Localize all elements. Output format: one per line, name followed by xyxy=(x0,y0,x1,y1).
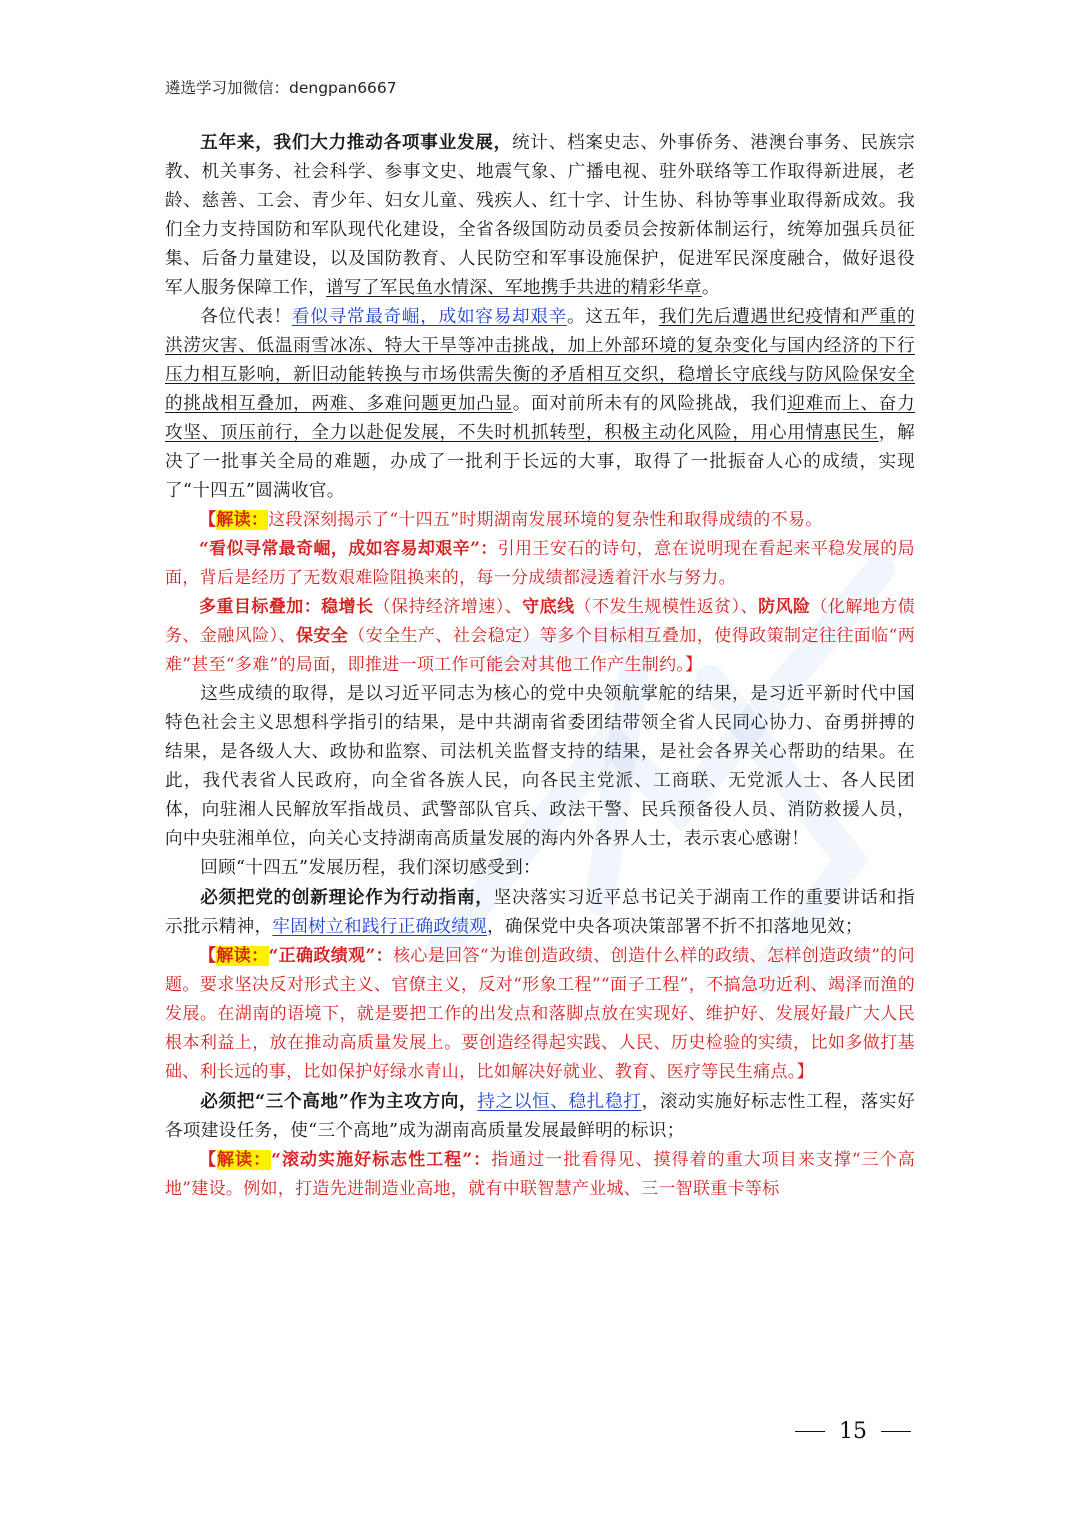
annotation-text: （化解地方债务、金融风险）、 xyxy=(165,597,916,646)
paragraph-text: ，解决了一批事关全局的难题，办成了一批利于长远的大事，取得了一批振奋人心的成绩，实现了“十四五”圆满收官。 xyxy=(165,423,915,501)
paragraph-text: ，确保党中央各项决策部署不折不扣落地见效； xyxy=(487,917,863,937)
annotation-text: （安全生产、社会稳定）等多个目标相互叠加，使得政策制定往往面临“两难”甚至“多难”的局面，即推进一项工作可能会对其他工作产生制约。】 xyxy=(165,626,916,675)
annotation-3 xyxy=(165,593,915,680)
paragraph-text: 各位代表！ xyxy=(200,307,292,327)
annotation-label: 解读： xyxy=(216,510,269,530)
paragraph-challenges xyxy=(165,303,915,506)
annotation-text: 指通过一批看得见、摸得着的重大项目来支撑“三个高地”建设。例如，打造先进制造业高地，就有中联智慧产业城、三一智联重卡等标 xyxy=(165,1150,915,1199)
annotation-term: “看似寻常最奇崛，成如容易却艰辛”： xyxy=(199,539,498,559)
paragraph-three-highlands xyxy=(165,1087,915,1146)
annotation-2 xyxy=(165,535,915,593)
header-wechat-note: 遴选学习加微信：dengpan6667 xyxy=(165,79,397,97)
page-number: 15 xyxy=(839,1419,867,1444)
annotation-term: 守底线 xyxy=(522,597,575,617)
annotation-bracket: 【 xyxy=(199,946,217,966)
annotation-4 xyxy=(165,942,915,1087)
paragraph-achievements xyxy=(165,128,915,303)
annotation-label: 解读： xyxy=(216,946,269,966)
annotation-term: “滚动实施好标志性工程”： xyxy=(271,1150,492,1170)
annotation-label: 解读： xyxy=(217,1150,272,1170)
paragraph-text: 统计、档案史志、外事侨务、港澳台事务、民族宗教、机关事务、社会科学、参事文史、地震气象、广播电视、驻外联络等工作取得新进展，老龄、慈善、工会、青少年、妇女儿童、残疾人、红十字、计生协、科协等事业取得新成效。我们全力支持国防和军队现代化建设，全省各级国防动员委员会按新体制运行，统筹加强兵员征集、后备力量建设，以及国防教育、人民防空和军事设施保护，促进军民深度融合，做好退役军人服务保障工作， xyxy=(165,133,915,298)
annotation-term: 保安全 xyxy=(295,626,349,646)
underlined-phrase: 谱写了军民鱼水情深、军地携手共进的精彩华章 xyxy=(326,278,702,298)
paragraph-guideline-theory xyxy=(165,883,915,942)
annotation-text: 引用王安石的诗句，意在说明现在看起来平稳发展的局面，背后是经历了无数艰难险阻换来的，每一分成绩都浸透着汗水与努力。 xyxy=(165,539,915,588)
paragraph-lead: 五年来，我们大力推动各项事业发展， xyxy=(200,132,512,153)
annotation-term: 多重目标叠加：稳增长 xyxy=(199,597,374,617)
paragraph-lead: 必须把党的创新理论作为行动指南， xyxy=(200,887,494,908)
annotation-bracket: 【 xyxy=(199,1150,218,1170)
paragraph-review: 回顾“十四五”发展历程，我们深切感受到： xyxy=(200,858,541,878)
footer-dash-right xyxy=(881,1431,911,1433)
annotation-text: （不发生规模性返贫）、 xyxy=(574,597,759,617)
annotation-5 xyxy=(165,1146,915,1204)
annotation-term: “正确政绩观”： xyxy=(268,946,394,966)
performance-view-link[interactable]: 牢固树立和践行正确政绩观 xyxy=(272,917,488,937)
underlined-phrase: 迎难而上、奋力攻坚、顶压前行，全力以赴促发展，不失时机抓转型，积极主动化风险，用心用情惠民生 xyxy=(165,394,915,443)
annotation-text: （保持经济增速）、 xyxy=(373,597,523,617)
paragraph-thanks: 这些成绩的取得，是以习近平同志为核心的党中央领航掌舵的结果，是习近平新时代中国特色社会主义思想科学指引的结果，是中共湖南省委团结带领全省人民同心协力、奋勇拼搏的结果，是各级人大、政协和监察、司法机关监督支持的结果，是社会各界关心帮助的结果。在此，我代表省人民政府，向全省各族人民，向各民主党派、工商联、无党派人士、各人民团体，向驻湘人民解放军指战员、武警部队官兵、政法干警、民兵预备役人员、消防救援人员，向中央驻湘单位，向关心支持湖南高质量发展的海内外各界人士，表示衷心感谢！ xyxy=(165,684,915,849)
document-body xyxy=(165,128,915,1204)
paragraph-text: 。面对前所未有的风险挑战，我们 xyxy=(512,394,788,414)
paragraph-text: 坚决落实习近平总书记关于湖南工作的重要讲话和指示批示精神， xyxy=(165,888,915,937)
annotation-text: 核心是回答“为谁创造政绩、创造什么样的政绩、怎样创造政绩”的问题。要求坚决反对形式主义、官僚主义，反对“形象工程”“面子工程”，不搞急功近利、竭泽而渔的发展。在湖南的语境下，就是要把工作的出发点和落脚点放在实现好、维护好、发展好最广大人民根本利益上，放在推动高质量发展上。要创造经得起实践、人民、历史检验的实绩，比如多做打基础、利长远的事，比如保护好绿水青山，比如解决好就业、教育、医疗等民生痛点。】 xyxy=(165,946,915,1082)
annotation-1 xyxy=(165,506,915,535)
footer-dash-left xyxy=(795,1431,825,1433)
paragraph-text: ，滚动实施好标志性工程，落实好各项建设任务，使“三个高地”成为湖南高质量发展最鲜明的标识； xyxy=(165,1092,915,1141)
paragraph-lead: 必须把“三个高地”作为主攻方向， xyxy=(200,1091,478,1112)
underlined-phrase: 我们先后遭遇世纪疫情和严重的洪涝灾害、低温雨雪冰冻、特大干旱等冲击挑战，加上外部环境的复杂变化与国内经济的下行压力相互影响，新旧动能转换与市场供需失衡的矛盾相互交织，稳增长守底线与防风险保安全的挑战相互叠加，两难、多难问题更加凸显 xyxy=(165,307,915,414)
poem-link[interactable]: 看似寻常最奇崛，成如容易却艰辛 xyxy=(291,307,567,327)
paragraph-text: 。 xyxy=(701,278,720,298)
persistence-link[interactable]: 持之以恒、稳扎稳打 xyxy=(477,1092,642,1112)
page-footer xyxy=(795,1419,911,1444)
paragraph-text: 。这五年， xyxy=(566,307,659,327)
annotation-term: 防风险 xyxy=(758,597,811,617)
annotation-bracket: 【 xyxy=(199,510,217,530)
annotation-text: 这段深刻揭示了“十四五”时期湖南发展环境的复杂性和取得成绩的不易。 xyxy=(268,510,823,530)
